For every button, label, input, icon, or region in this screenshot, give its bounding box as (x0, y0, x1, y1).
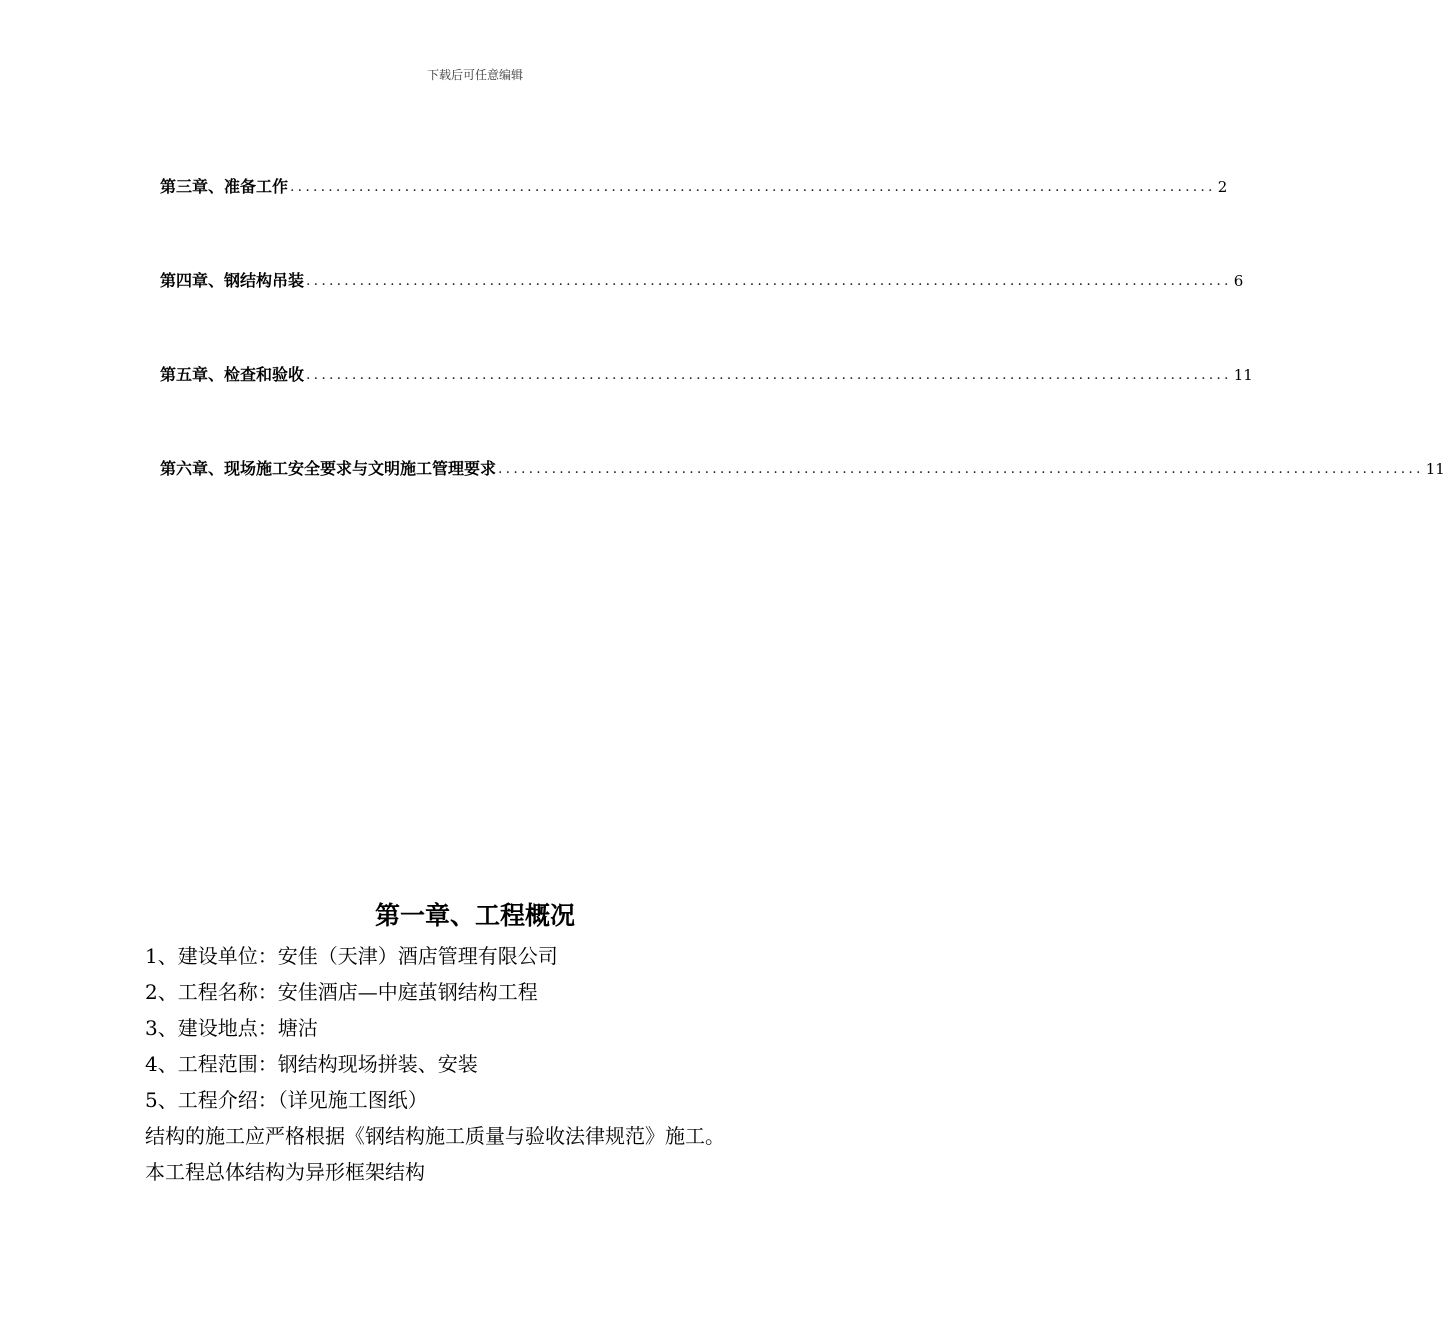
toc-entry-page: 2 (1217, 178, 1228, 196)
page-header: 下载后可任意编辑 (426, 68, 523, 82)
toc-entry-chapter-5[interactable] (160, 364, 1253, 386)
body-line: 4、工程范围：钢结构现场拼装、安装 (145, 1052, 478, 1076)
toc-entry-title: 第三章、准备工作 (160, 177, 289, 196)
toc-entry-page: 11 (1425, 460, 1445, 478)
toc-entry-chapter-4[interactable] (160, 270, 1244, 292)
toc-leader-dots: ......................................................................................................................... (290, 179, 1216, 195)
toc-entry-title: 第六章、现场施工安全要求与文明施工管理要求 (160, 459, 497, 478)
toc-entry-chapter-3[interactable] (160, 176, 1228, 198)
body-line: 2、工程名称：安佳酒店—中庭茧钢结构工程 (145, 980, 538, 1004)
chapter-title: 第一章、工程概况 (374, 901, 575, 930)
toc-entry-page: 11 (1233, 366, 1253, 384)
body-line: 结构的施工应严格根据《钢结构施工质量与验收法律规范》施工。 (145, 1124, 725, 1148)
toc-entry-chapter-6[interactable] (160, 458, 1445, 480)
toc-entry-title: 第五章、检查和验收 (160, 365, 305, 384)
toc-leader-dots: ......................................................................................................................... (306, 273, 1232, 289)
body-line: 本工程总体结构为异形框架结构 (145, 1160, 425, 1184)
chapter-body (145, 938, 845, 1190)
toc-leader-dots: ......................................................................................................................... (306, 367, 1232, 383)
toc-entry-title: 第四章、钢结构吊装 (160, 271, 305, 290)
body-line: 3、建设地点：塘沽 (145, 1016, 318, 1040)
toc-leader-dots: ......................................................................................................................... (498, 461, 1424, 477)
body-line: 5、工程介绍：（详见施工图纸） (145, 1088, 428, 1112)
toc-entry-page: 6 (1233, 272, 1244, 290)
body-line: 1、建设单位：安佳（天津）酒店管理有限公司 (145, 944, 558, 968)
